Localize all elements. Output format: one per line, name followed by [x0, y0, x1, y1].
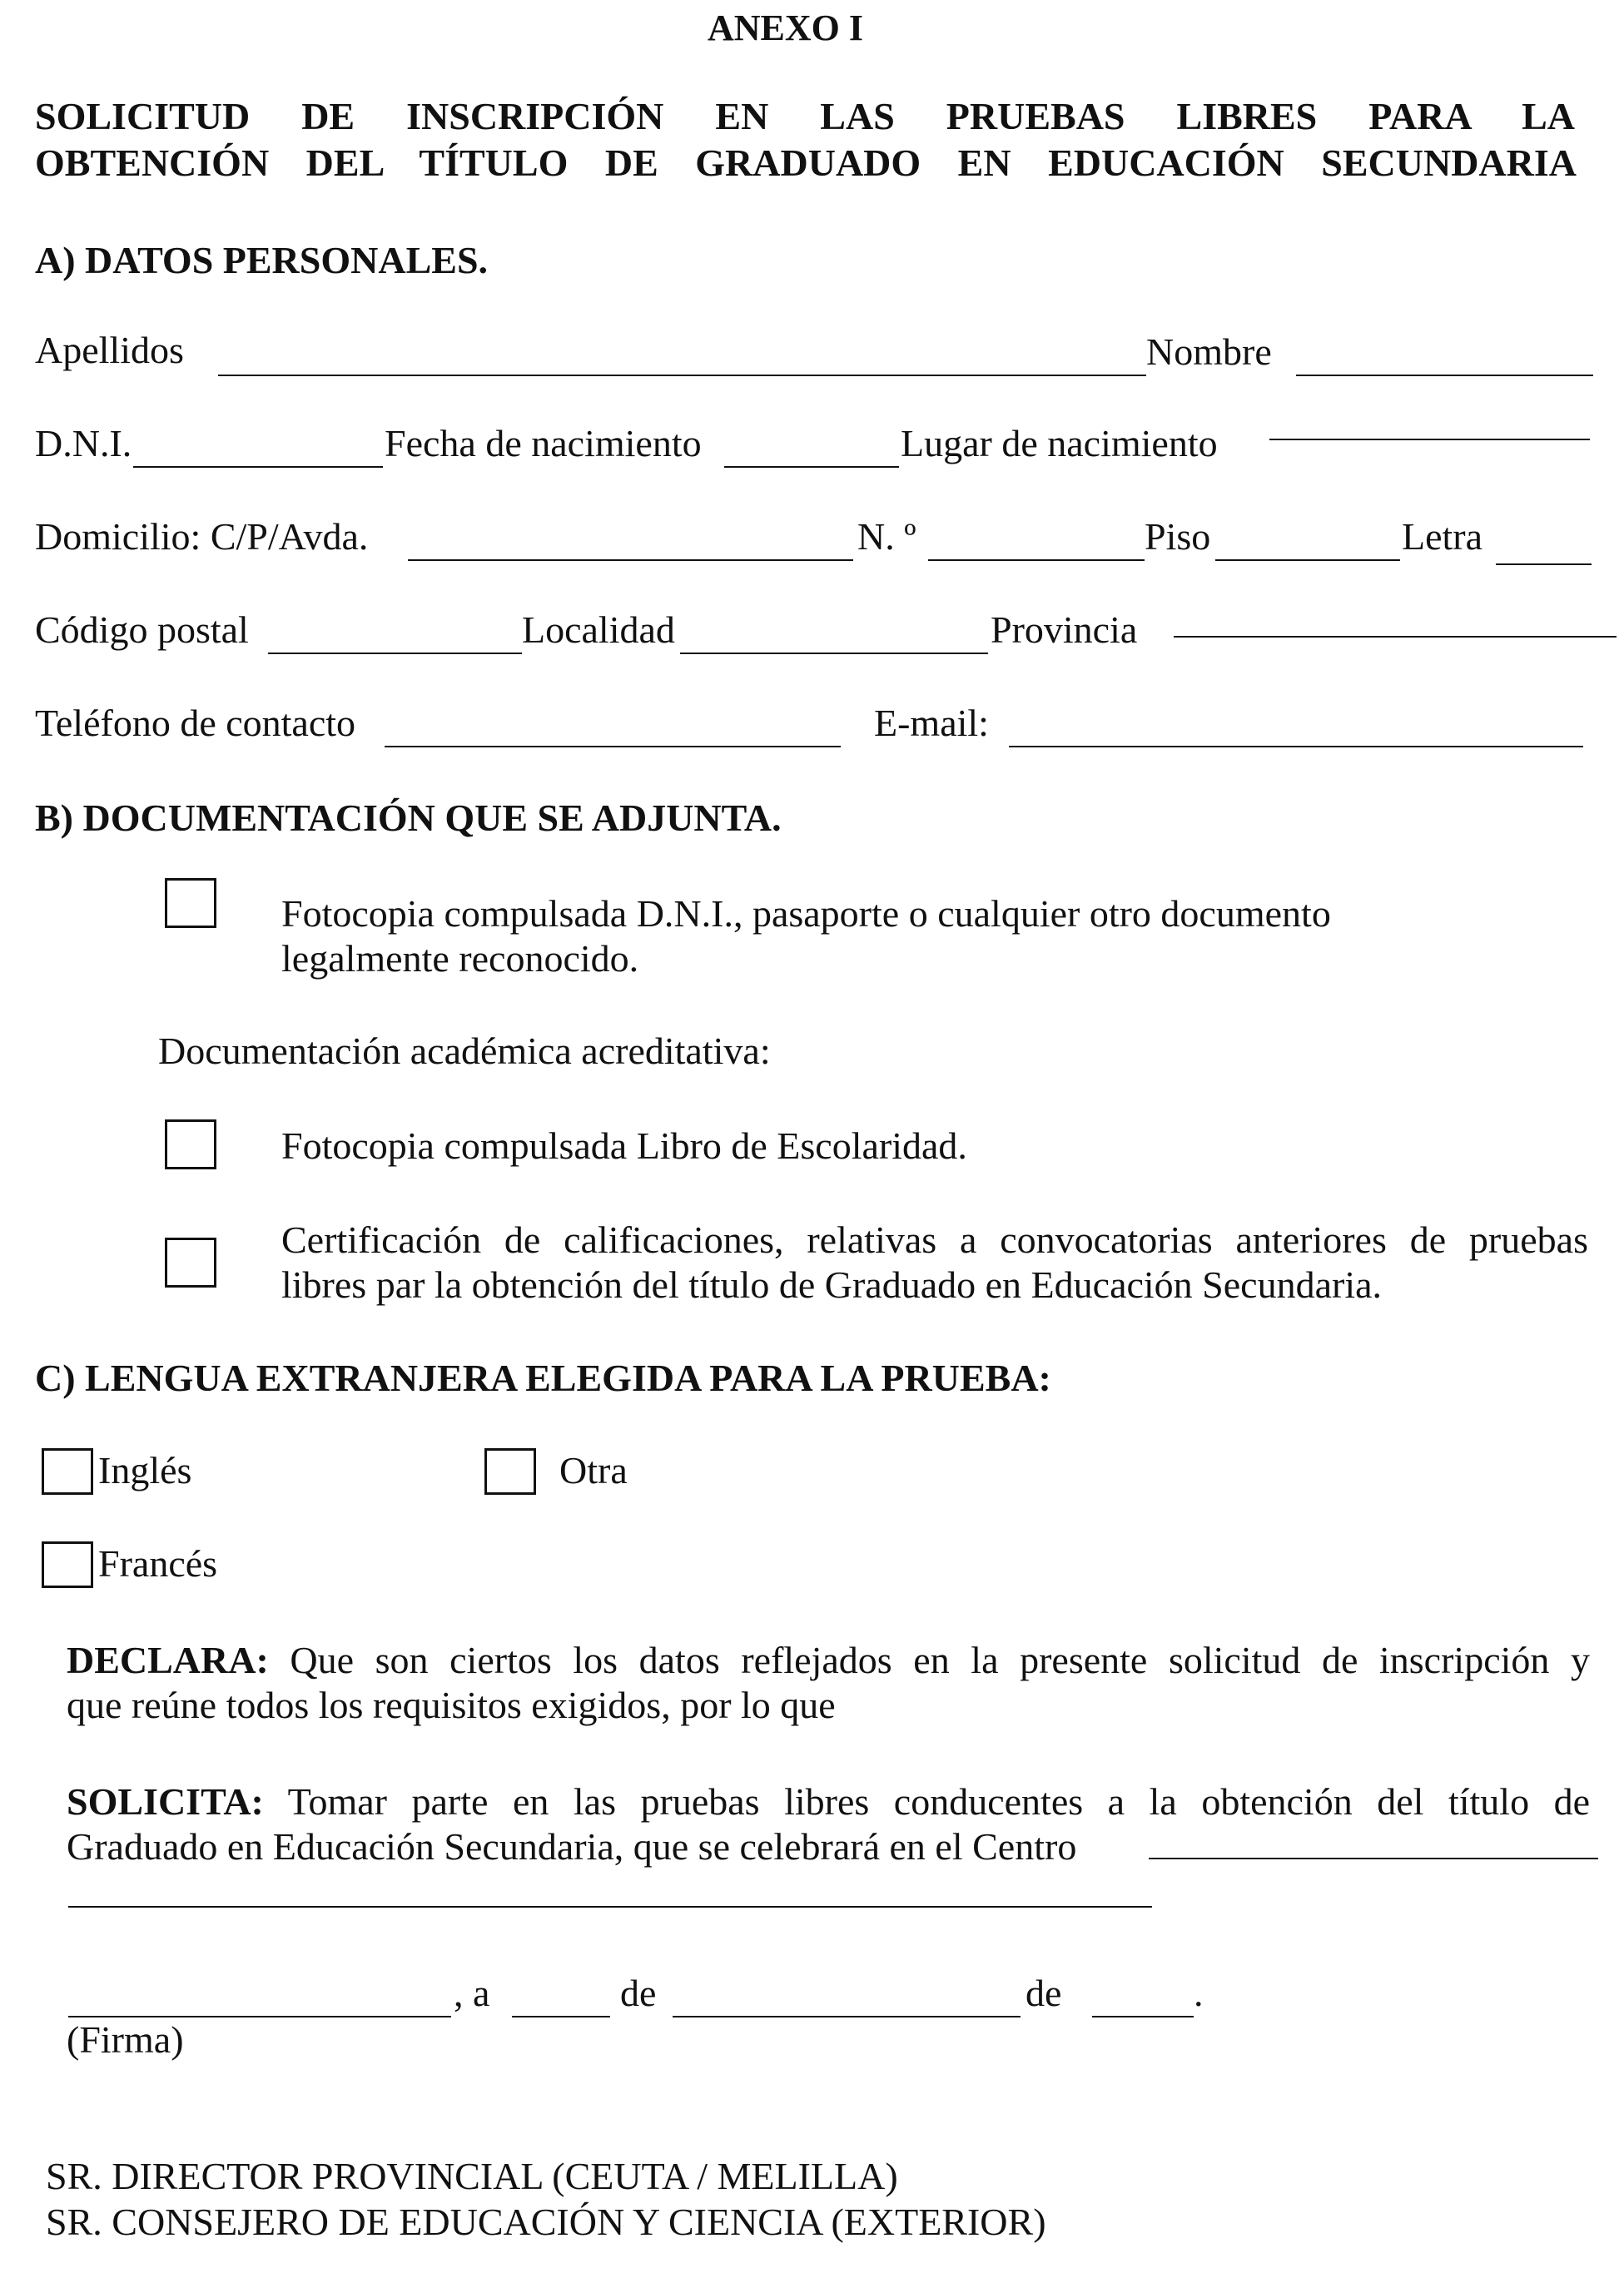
doc-certificacion-line2: libres par la obtención del título de Graduado en Educación Secundaria. [281, 1263, 1383, 1306]
apellidos-field[interactable] [218, 375, 1146, 376]
doc-dni-line2: legalmente reconocido. [281, 937, 639, 980]
signature-de-label-2: de [1026, 1972, 1062, 2014]
otra-checkbox[interactable] [484, 1448, 536, 1495]
signature-a-label: , a [454, 1972, 490, 2014]
solicita-label: SOLICITA: [67, 1780, 264, 1823]
addressee-line2: SR. CONSEJERO DE EDUCACIÓN Y CIENCIA (EXTERIOR) [46, 2201, 1046, 2243]
ingles-label: Inglés [98, 1449, 192, 1491]
nombre-field[interactable] [1296, 375, 1593, 376]
anio-field[interactable] [1092, 2016, 1194, 2017]
section-b-heading: B) DOCUMENTACIÓN QUE SE ADJUNTA. [35, 797, 782, 839]
section-c-heading: C) LENGUA EXTRANJERA ELEGIDA PARA LA PRUEBA: [35, 1357, 1051, 1399]
centro-field-continued[interactable] [68, 1906, 1152, 1908]
dni-field[interactable] [133, 466, 383, 468]
lugar-field[interactable] [68, 2016, 451, 2017]
dia-field[interactable] [512, 2016, 610, 2017]
lugar-nacimiento-field[interactable] [1269, 439, 1590, 440]
domicilio-field[interactable] [408, 559, 853, 561]
declara-paragraph [67, 1638, 1590, 1728]
form-title-line2: OBTENCIÓN DEL TÍTULO DE GRADUADO EN EDUCACIÓN SECUNDARIA [35, 141, 1577, 184]
signature-period: . [1194, 1972, 1204, 2014]
solicita-text-line2: Graduado en Educación Secundaria, que se celebrará en el Centro [67, 1825, 1077, 1868]
domicilio-label: Domicilio: C/P/Avda. [35, 515, 369, 558]
ingles-checkbox[interactable] [42, 1448, 93, 1495]
doc-certificacion-line1: Certificación de calificaciones, relativas a convocatorias anteriores de pruebas [281, 1218, 1588, 1261]
piso-label: Piso [1145, 515, 1211, 558]
numero-field[interactable] [928, 559, 1145, 561]
section-a-heading: A) DATOS PERSONALES. [35, 239, 489, 281]
letra-field[interactable] [1496, 563, 1592, 565]
apellidos-label: Apellidos [35, 329, 184, 371]
solicita-text-line1: Tomar parte en las pruebas libres conducentes a la obtención del título de [287, 1780, 1591, 1823]
telefono-label: Teléfono de contacto [35, 702, 356, 744]
solicita-paragraph [67, 1779, 1590, 1869]
doc-dni-checkbox[interactable] [165, 878, 216, 928]
annex-title: ANEXO I [708, 7, 864, 48]
provincia-field[interactable] [1174, 636, 1617, 638]
email-label: E-mail: [874, 702, 989, 744]
signature-de-label-1: de [620, 1972, 657, 2014]
declara-label: DECLARA: [67, 1639, 269, 1681]
dni-label: D.N.I. [35, 422, 132, 464]
declara-line1 [67, 1638, 1590, 1683]
academic-doc-label: Documentación académica acreditativa: [158, 1030, 771, 1072]
provincia-label: Provincia [991, 608, 1138, 651]
addressee-line1: SR. DIRECTOR PROVINCIAL (CEUTA / MELILLA) [46, 2155, 898, 2197]
frances-label: Francés [98, 1542, 218, 1585]
letra-label: Letra [1402, 515, 1483, 558]
doc-certificacion-text [281, 1218, 1588, 1308]
email-field[interactable] [1009, 746, 1583, 747]
telefono-field[interactable] [385, 746, 841, 747]
form-title [35, 93, 1575, 186]
centro-field[interactable] [1149, 1858, 1598, 1859]
otra-label: Otra [559, 1449, 628, 1491]
fecha-nacimiento-field[interactable] [724, 466, 899, 468]
form-title-line1: SOLICITUD DE INSCRIPCIÓN EN LAS PRUEBAS LIBRES PARA LA [35, 95, 1575, 137]
doc-certificacion-checkbox[interactable] [165, 1238, 216, 1288]
localidad-label: Localidad [522, 608, 675, 651]
localidad-field[interactable] [680, 653, 988, 654]
solicita-line1 [67, 1779, 1590, 1824]
doc-dni-line1: Fotocopia compulsada D.N.I., pasaporte o cualquier otro documento [281, 892, 1331, 935]
declara-text-line2: que reúne todos los requisitos exigidos, por lo que [67, 1684, 836, 1726]
mes-field[interactable] [673, 2016, 1021, 2017]
declara-text-line1: Que son ciertos los datos reflejados en la presente solicitud de inscripción y [290, 1639, 1591, 1681]
frances-checkbox[interactable] [42, 1541, 93, 1588]
piso-field[interactable] [1215, 559, 1400, 561]
codigo-postal-label: Código postal [35, 608, 249, 651]
doc-escolaridad-label: Fotocopia compulsada Libro de Escolaridad. [281, 1124, 967, 1167]
numero-label: N. º [857, 515, 916, 558]
fecha-nacimiento-label: Fecha de nacimiento [385, 422, 702, 464]
firma-label: (Firma) [67, 2018, 184, 2061]
codigo-postal-field[interactable] [268, 653, 522, 654]
lugar-nacimiento-label: Lugar de nacimiento [901, 422, 1218, 464]
doc-escolaridad-checkbox[interactable] [165, 1119, 216, 1169]
nombre-label: Nombre [1146, 330, 1272, 373]
